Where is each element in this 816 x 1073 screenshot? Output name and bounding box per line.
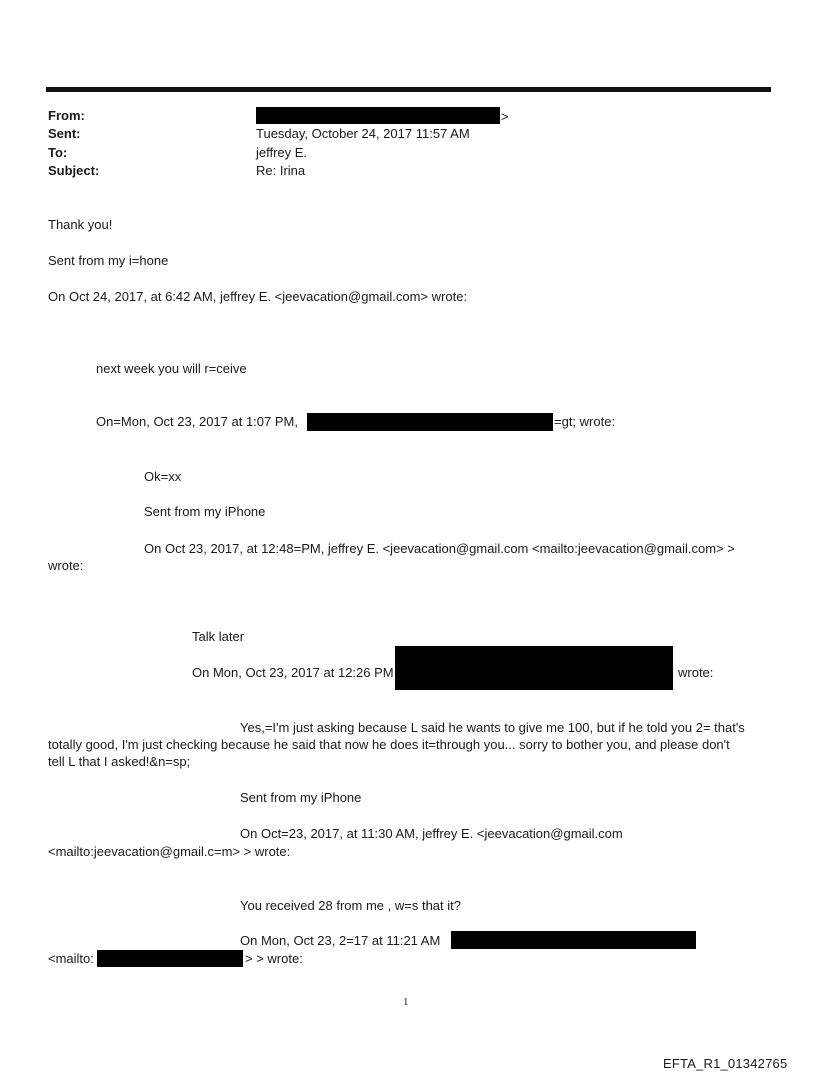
body-line: =gt; wrote: [554, 414, 616, 429]
body-line: Thank you! [48, 217, 113, 232]
subject-label: Subject: [48, 163, 100, 178]
to-label: To: [48, 145, 68, 160]
body-line: Ok=xx [144, 469, 182, 484]
body-line: You received 28 from me , w=s that it? [240, 898, 461, 913]
header-rule [46, 87, 771, 92]
redaction-sender-2 [395, 646, 673, 690]
redaction-mailto [97, 950, 243, 967]
sent-label: Sent: [48, 126, 81, 141]
body-line: On Mon, Oct 23, 2=17 at 11:21 AM [240, 933, 441, 948]
body-line: Yes,=I'm just asking because L said he wants to give me 100, but if he told you 2= that's [240, 720, 745, 735]
body-line: On=Mon, Oct 23, 2017 at 1:07 PM, [96, 414, 298, 429]
redaction-sender-3 [451, 931, 696, 949]
sent-value: Tuesday, October 24, 2017 11:57 AM [256, 126, 470, 141]
body-line: wrote: [48, 558, 84, 573]
body-line: next week you will r=ceive [96, 361, 247, 376]
body-line: On Mon, Oct 23, 2017 at 12:26 PM [192, 665, 394, 680]
redaction-sender-1 [307, 413, 553, 431]
from-suffix: > [501, 109, 509, 124]
body-line: Sent from my iPhone [144, 504, 266, 519]
body-line: On Oct 24, 2017, at 6:42 AM, jeffrey E. <jeevacation@gmail.com> wrote: [48, 289, 468, 304]
page-number: 1 [403, 996, 409, 1008]
body-line: tell L that I asked!&n=sp; [48, 754, 191, 769]
to-value: jeffrey E. [256, 145, 308, 160]
body-line: > > wrote: [245, 951, 303, 966]
body-line: <mailto:jeevacation@gmail.c=m> > wrote: [48, 844, 291, 859]
body-line: <mailto: [48, 951, 94, 966]
bates-number: EFTA_R1_01342765 [663, 1056, 788, 1071]
body-line: On Oct 23, 2017, at 12:48=PM, jeffrey E. <jeevacation@gmail.com <mailto:jeevacation@gmail.com> > [144, 541, 735, 556]
body-line: Sent from my iPhone [240, 790, 362, 805]
body-line: totally good, I'm just checking because he said that now he does it=through you... sorry to bother you, and please don't [48, 737, 730, 752]
redaction-from [256, 107, 500, 124]
body-line: On Oct=23, 2017, at 11:30 AM, jeffrey E. <jeevacation@gmail.com [240, 826, 623, 841]
subject-value: Re: Irina [256, 163, 306, 178]
body-line: Talk later [192, 629, 245, 644]
body-line: wrote: [678, 665, 714, 680]
body-line: Sent from my i=hone [48, 253, 169, 268]
from-label: From: [48, 108, 85, 123]
